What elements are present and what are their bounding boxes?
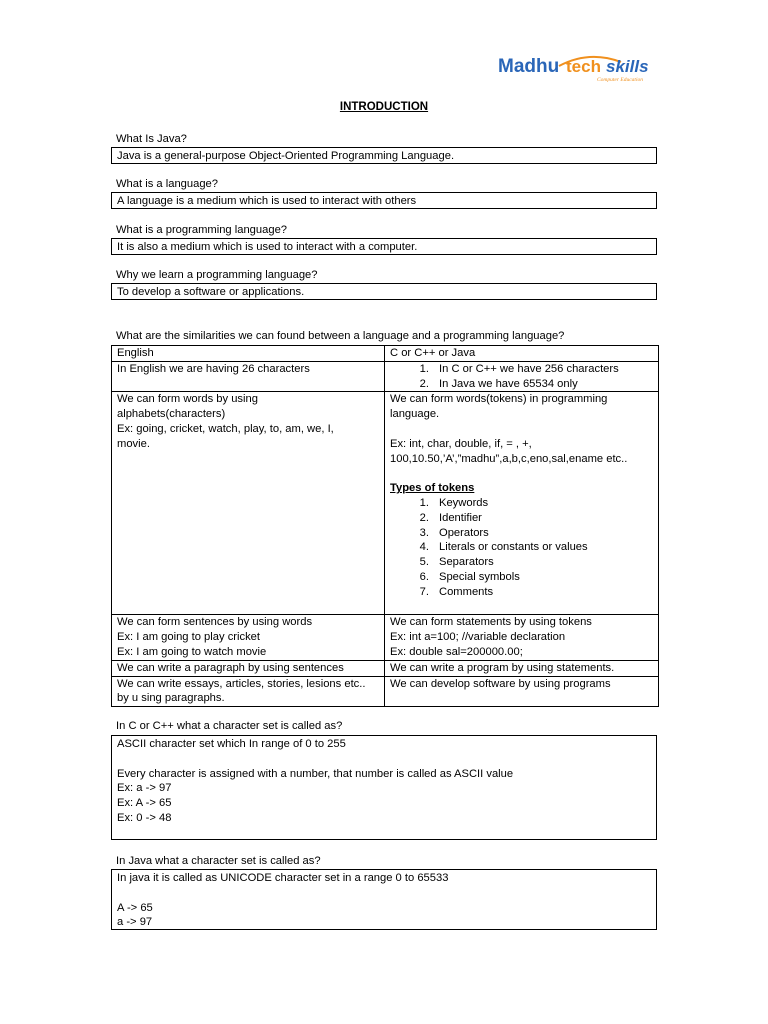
question-what-is-java: What Is Java? xyxy=(116,133,187,145)
c-charset-box xyxy=(111,735,657,840)
cell-line: by u sing paragraphs. xyxy=(117,692,225,705)
charset-line: ASCII character set which In range of 0 to 255 xyxy=(117,738,346,750)
logo-text-skills: skills xyxy=(606,57,649,76)
spacer xyxy=(117,886,652,901)
table-row xyxy=(112,392,659,615)
table-cell xyxy=(385,615,659,660)
spacer xyxy=(390,466,654,481)
cell-line: We can develop software by using programs xyxy=(390,677,611,690)
list-item xyxy=(390,526,654,541)
java-charset-box xyxy=(111,869,657,930)
table-cell xyxy=(112,615,385,660)
cell-line: We can form sentences by using words xyxy=(117,616,313,629)
charset-line: A -> 65 xyxy=(117,901,153,914)
question-what-is-language: What is a language? xyxy=(116,178,218,190)
table-row xyxy=(112,615,659,660)
list-text: In C or C++ we have 256 characters xyxy=(439,362,619,375)
answer-box-programming-language: It is also a medium which is used to interact with a computer. xyxy=(111,238,657,255)
list-text: Identifier xyxy=(439,511,482,524)
cell-line: Ex: double sal=200000.00; xyxy=(390,645,523,658)
question-similarities: What are the similarities we can found between a language and a programming language? xyxy=(116,330,565,342)
table-header-row xyxy=(112,346,659,362)
header-c-java: C or C++ or Java xyxy=(385,346,659,362)
table-cell xyxy=(112,392,385,615)
table-row xyxy=(112,361,659,392)
table-row xyxy=(112,676,659,707)
list-number: 5. xyxy=(419,556,429,569)
cell-line: We can write a paragraph by using sentences xyxy=(117,661,344,674)
spacer xyxy=(390,422,654,437)
table-row xyxy=(112,660,659,676)
list-text: Operators xyxy=(439,526,489,539)
list-text: In Java we have 65534 only xyxy=(439,377,578,390)
answer-box-why-learn: To develop a software or applications. xyxy=(111,283,657,300)
charset-line: Every character is assigned with a number, that number is called as ASCII value xyxy=(117,767,514,780)
list-number: 4. xyxy=(419,541,429,554)
table-cell xyxy=(385,392,659,615)
cell-line: 100,10.50,’A’,”madhu”,a,b,c,eno,sal,ename etc.. xyxy=(390,452,628,465)
list-number: 2. xyxy=(419,377,429,390)
cell-line: Ex: int a=100; //variable declaration xyxy=(390,631,566,644)
charset-line: Ex: 0 -> 48 xyxy=(117,811,172,824)
list-number: 2. xyxy=(419,511,429,524)
cell-line: In English we are having 26 characters xyxy=(117,362,310,375)
charset-line: Ex: A -> 65 xyxy=(117,797,172,810)
list-item xyxy=(390,555,654,570)
cell-line: We can form words(tokens) in programming xyxy=(390,393,608,406)
header-english: English xyxy=(112,346,385,362)
charset-line: a -> 97 xyxy=(117,916,153,929)
spacer xyxy=(117,752,652,767)
company-logo xyxy=(497,48,657,88)
charset-line: Ex: a -> 97 xyxy=(117,782,172,795)
cell-line: Ex: int, char, double, if, = , +, xyxy=(390,437,532,450)
question-programming-language: What is a programming language? xyxy=(116,224,288,236)
list-number: 1. xyxy=(419,496,429,509)
list-item xyxy=(390,570,654,585)
table-cell xyxy=(385,660,659,676)
list-text: Separators xyxy=(439,556,494,569)
cell-line: Ex: going, cricket, watch, play, to, am, we, I, xyxy=(117,422,334,435)
list-text: Keywords xyxy=(439,496,489,509)
page-title: INTRODUCTION xyxy=(339,101,429,113)
answer-box-language: A language is a medium which is used to interact with others xyxy=(111,192,657,209)
table-cell xyxy=(385,361,659,392)
cell-line: alphabets(characters) xyxy=(117,408,226,421)
logo-text-tech: tech xyxy=(566,57,601,76)
list-item xyxy=(390,362,654,377)
cell-line: Ex: I am going to watch movie xyxy=(117,645,267,658)
list-number: 3. xyxy=(419,526,429,539)
cell-line: We can write a program by using statements. xyxy=(390,661,615,674)
table-cell xyxy=(112,676,385,707)
question-c-charset: In C or C++ what a character set is called as? xyxy=(116,720,343,732)
list-text: Special symbols xyxy=(439,570,520,583)
list-text: Literals or constants or values xyxy=(439,541,588,554)
cell-line: We can write essays, articles, stories, lesions etc.. xyxy=(117,677,366,690)
similarities-table xyxy=(111,345,659,707)
list-item xyxy=(390,540,654,555)
list-item xyxy=(390,377,654,392)
list-item xyxy=(390,585,654,600)
cell-line: Ex: I am going to play cricket xyxy=(117,631,261,644)
list-number: 7. xyxy=(419,585,429,598)
list-item xyxy=(390,511,654,526)
cell-line: movie. xyxy=(117,437,150,450)
list-number: 1. xyxy=(419,362,429,375)
charset-line: In java it is called as UNICODE character set in a range 0 to 65533 xyxy=(117,872,449,884)
cell-line: language. xyxy=(390,408,440,421)
question-why-learn: Why we learn a programming language? xyxy=(116,269,318,281)
cell-line: We can form statements by using tokens xyxy=(390,616,592,629)
question-java-charset: In Java what a character set is called as? xyxy=(116,855,321,867)
table-cell xyxy=(112,361,385,392)
logo-text-madhu: Madhu xyxy=(498,56,560,77)
table-cell xyxy=(385,676,659,707)
list-text: Comments xyxy=(439,585,494,598)
cell-line: We can form words by using xyxy=(117,393,258,406)
answer-box-java: Java is a general-purpose Object-Oriented Programming Language. xyxy=(111,147,657,164)
logo-tagline: Computer Education xyxy=(597,77,643,83)
table-cell xyxy=(112,660,385,676)
list-item xyxy=(390,496,654,511)
list-number: 6. xyxy=(419,570,429,583)
tokens-heading: Types of tokens xyxy=(390,482,475,495)
